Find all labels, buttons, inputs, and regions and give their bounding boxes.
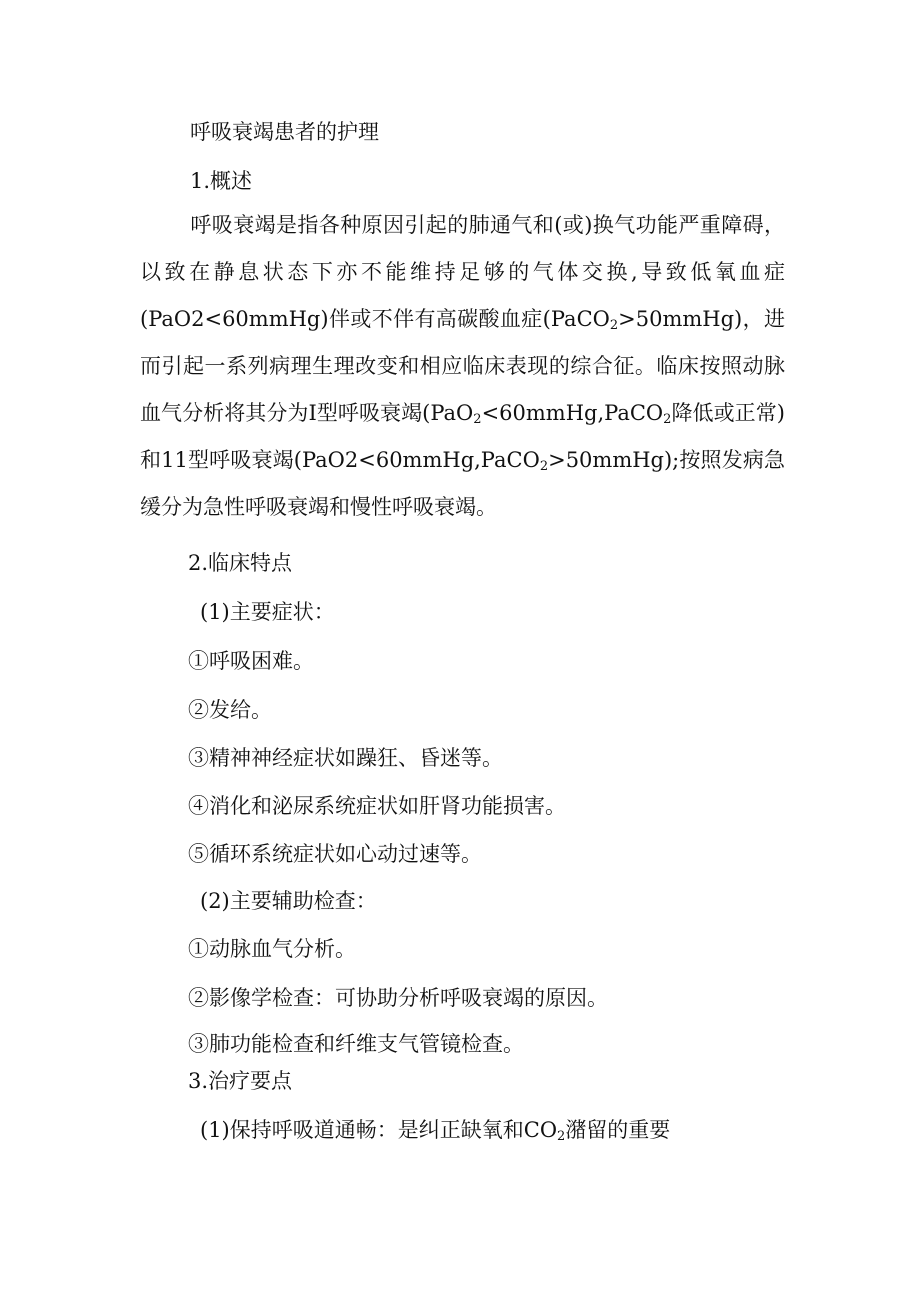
subsection-symptoms: (1)主要症状： [200, 600, 335, 624]
list-item: ⑤循环系统症状如心动过速等。 [188, 842, 482, 866]
subscript: 2 [609, 318, 619, 333]
treatment-text-1: (1)保持呼吸道通畅：是纠正缺氧和CO [200, 1118, 558, 1142]
overview-text-5: >50mmHg);按照发病急缓分为急性呼吸衰竭和慢性呼吸衰竭。 [140, 448, 786, 519]
overview-text-4: 降低或正常)和11型呼吸衰竭(PaO2<60mmHg,PaCO [140, 401, 785, 472]
treatment-text-2: 潴留的重要 [565, 1118, 671, 1142]
section-heading-overview: 1.概述 [190, 169, 253, 193]
subscript: 2 [663, 412, 672, 427]
overview-text-2: >50mmHg)，进而引起一系列病理生理改变和相应临床表现的综合征。临床按照动脉血气分析将其分为Ⅰ型呼吸衰竭(PaO [140, 307, 785, 425]
treatment-item-1 [200, 1115, 670, 1145]
overview-paragraph [140, 202, 785, 531]
overview-text-1: 呼吸衰竭是指各种原因引起的肺通气和(或)换气功能严重障碍，以致在静息状态下亦不能维持足够的气体交换,导致低氧血症(PaO2<60mmHg)伴或不伴有高碳酸血症(PaCO [140, 213, 785, 331]
list-item: ②影像学检查：可协助分析呼吸衰竭的原因。 [188, 986, 608, 1010]
subscript: 2 [539, 459, 549, 474]
document-title: 呼吸衰竭患者的护理 [190, 120, 379, 144]
list-item: ③精神神经症状如躁狂、昏迷等。 [188, 746, 503, 770]
subscript: 2 [473, 412, 482, 427]
overview-text-3: <60mmHg,PaCO [481, 401, 664, 425]
section-heading-clinical: 2.临床特点 [188, 551, 293, 575]
subsection-exams: (2)主要辅助检查： [200, 889, 377, 913]
subscript: 2 [557, 1129, 566, 1144]
list-item: ③肺功能检查和纤维支气管镜检查。 [188, 1032, 524, 1056]
section-heading-treatment: 3.治疗要点 [188, 1069, 293, 1093]
list-item: ①呼吸困难。 [188, 649, 314, 673]
list-item: ①动脉血气分析。 [188, 937, 356, 961]
list-item: ④消化和泌尿系统症状如肝肾功能损害。 [188, 794, 566, 818]
list-item: ②发给。 [188, 698, 272, 722]
